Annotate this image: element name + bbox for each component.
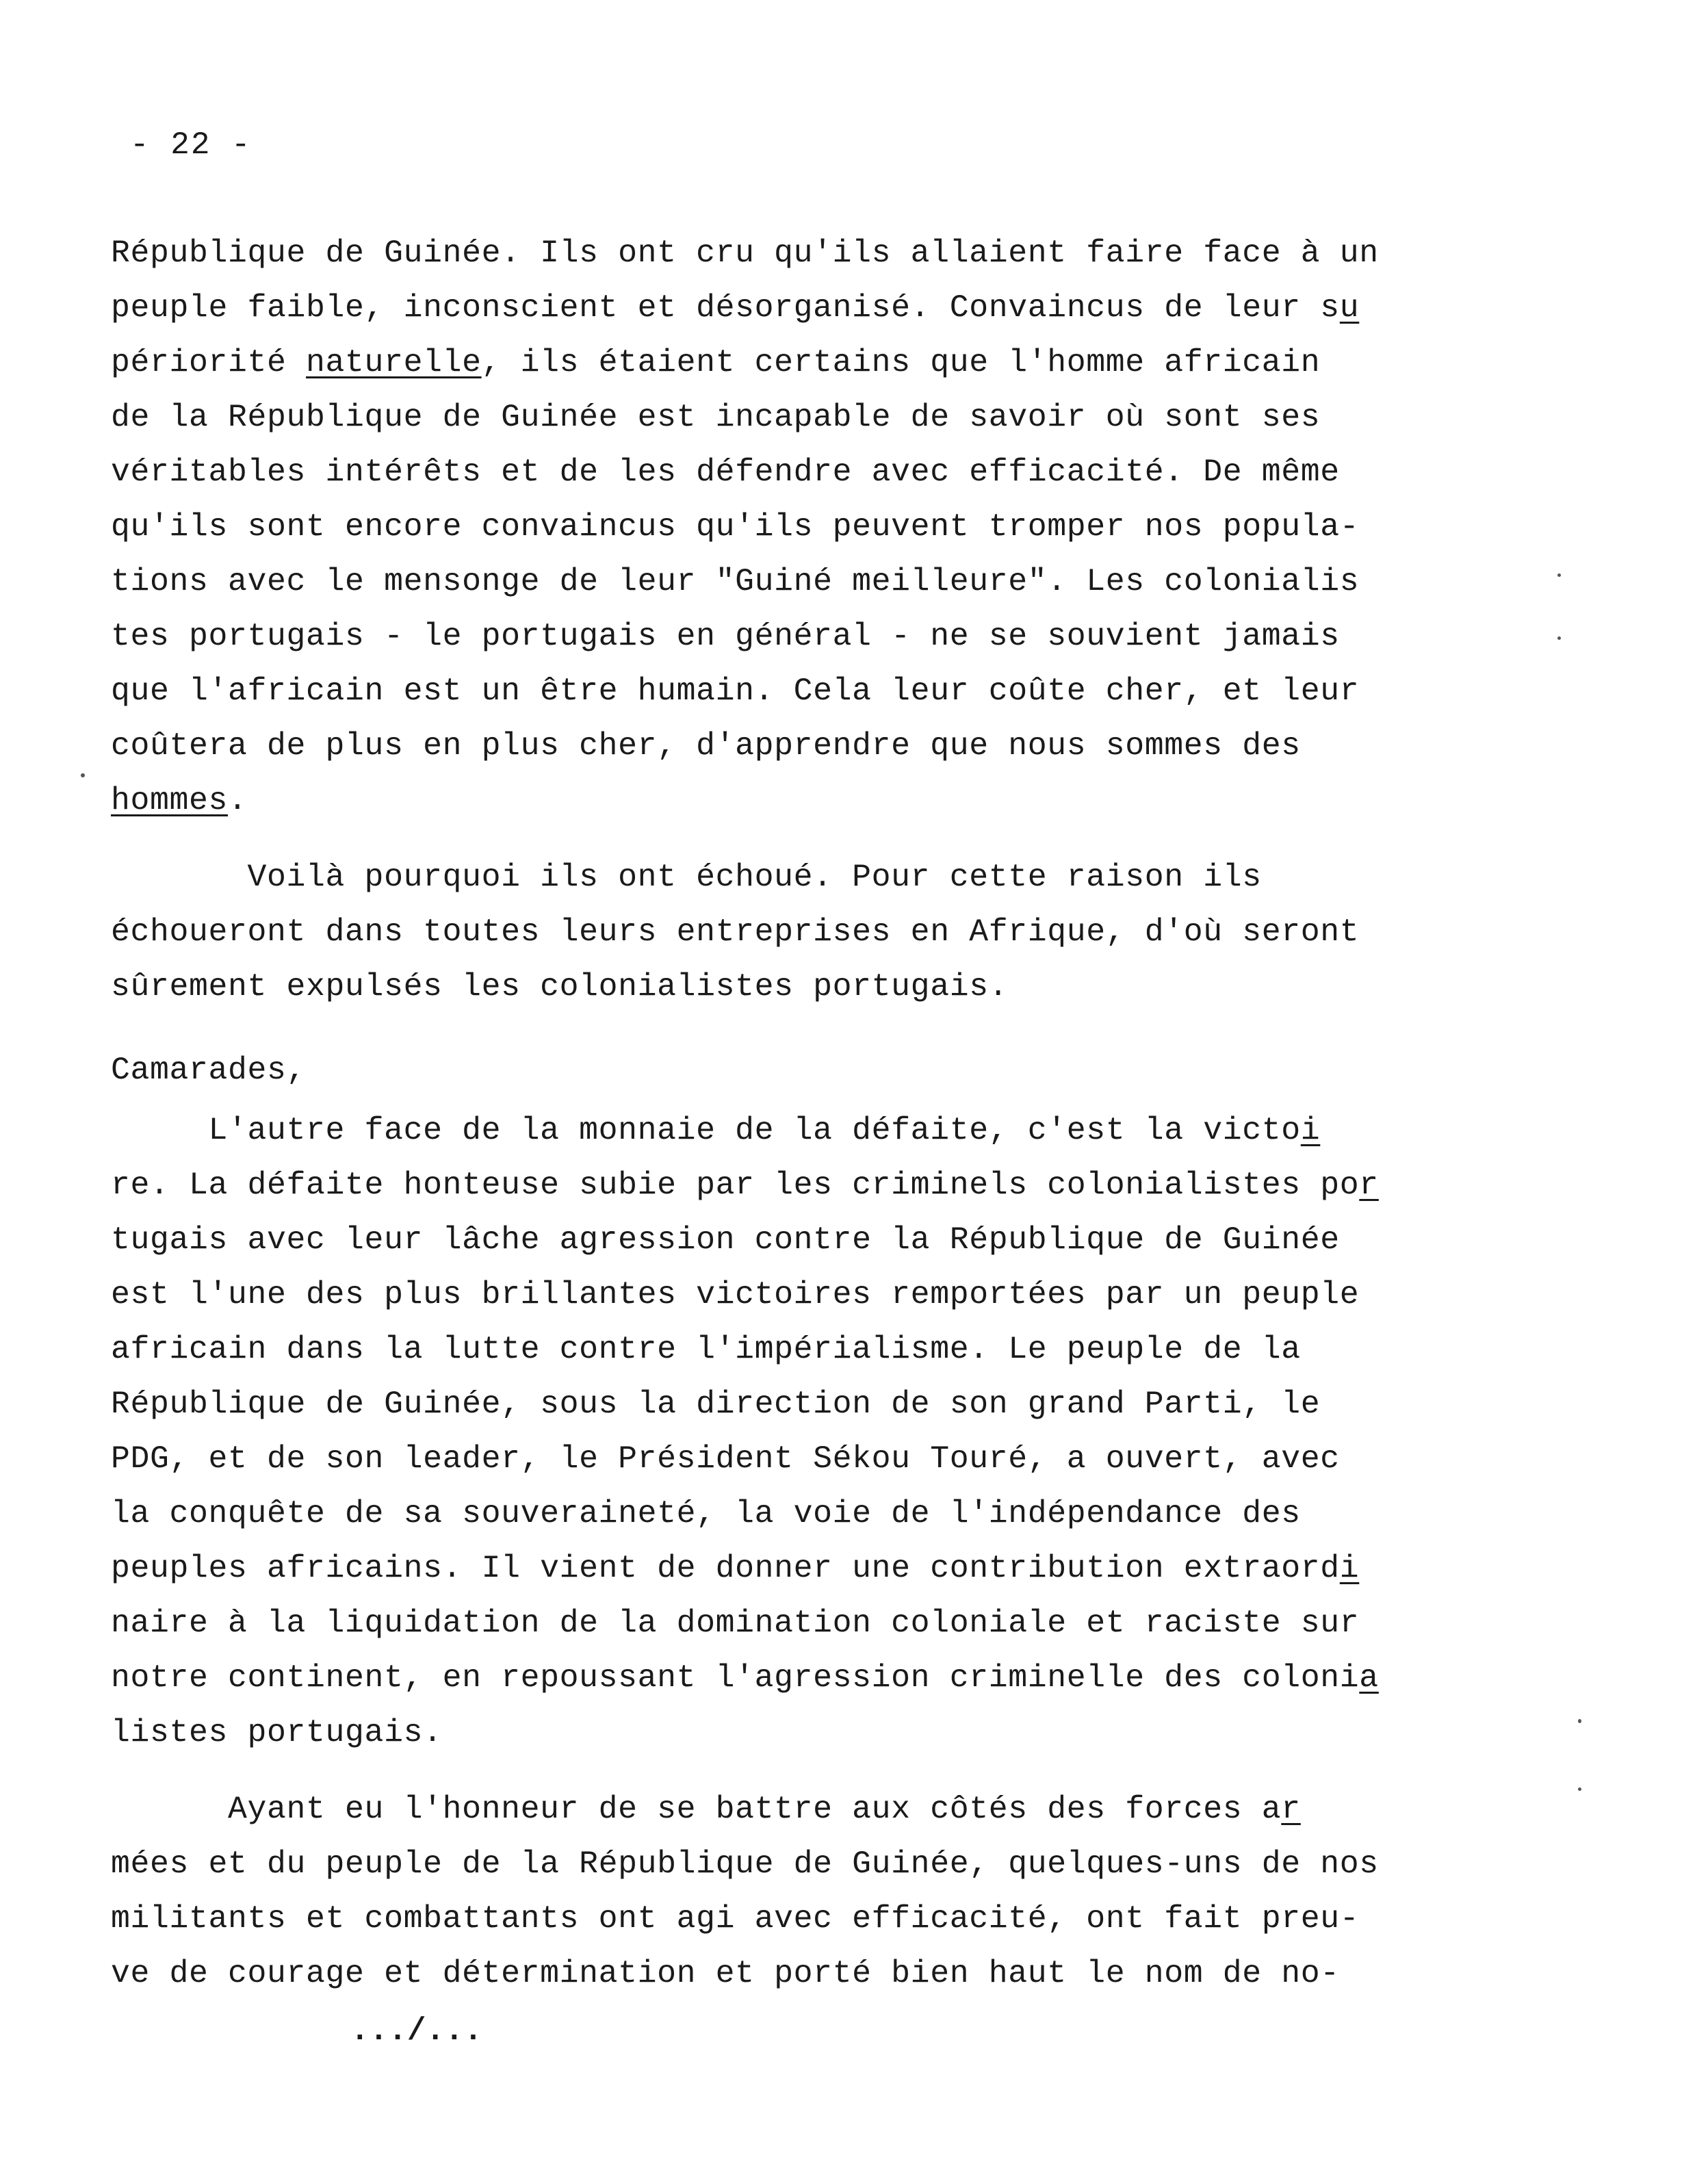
text-line [111, 1789, 1301, 1830]
text-line: véritables intérêts et de les défendre avec efficacité. De même [111, 454, 1340, 490]
text-line: République de Guinée, sous la direction de son grand Parti, le [111, 1386, 1321, 1422]
underlined-text: r [1359, 1167, 1379, 1203]
underlined-text: i [1300, 1112, 1321, 1148]
text-line [111, 1657, 1379, 1699]
scan-speck [81, 773, 85, 777]
text-line: échoueront dans toutes leurs entreprises en Afrique, d'où seront [111, 914, 1360, 950]
text-line: République de Guinée. Ils ont cru qu'ils allaient faire face à un [111, 235, 1379, 271]
underlined-text: r [1281, 1791, 1301, 1827]
scan-speck [1557, 573, 1561, 577]
text-line: naire à la liquidation de la domination coloniale et raciste sur [111, 1605, 1360, 1641]
text-span: Ayant eu l'honneur de se battre aux côtés des forces a [111, 1791, 1282, 1827]
text-line [111, 342, 1320, 383]
underlined-text: hommes [111, 782, 229, 818]
scan-speck [1578, 1787, 1581, 1791]
text-line: mées et du peuple de la République de Guinée, quelques-uns de nos [111, 1846, 1379, 1882]
underlined-text: naturelle [306, 344, 482, 380]
text-line [111, 1110, 1320, 1151]
text-line: tugais avec leur lâche agression contre la République de Guinée [111, 1222, 1340, 1258]
text-line: est l'une des plus brillantes victoires remportées par un peuple [111, 1276, 1360, 1313]
scan-speck [1557, 636, 1561, 640]
text-line [111, 1165, 1379, 1206]
text-line: tions avec le mensonge de leur "Guiné meilleure". Les colonialis [111, 563, 1360, 599]
underlined-text: i [1339, 1550, 1360, 1586]
text-span: re. La défaite honteuse subie par les criminels colonialistes po [111, 1167, 1360, 1203]
text-span: peuples africains. Il vient de donner une contribution extraord [111, 1550, 1340, 1586]
text-line [111, 287, 1359, 328]
text-line: la conquête de sa souveraineté, la voie de l'indépendance des [111, 1495, 1301, 1532]
text-line: ve de courage et détermination et porté bien haut le nom de no- [111, 1955, 1340, 1991]
text-span: peuple faible, inconscient et désorganisé. Convaincus de leur s [111, 289, 1340, 326]
text-line: coûtera de plus en plus cher, d'apprendre que nous sommes des [111, 727, 1301, 764]
text-line: que l'africain est un être humain. Cela leur coûte cher, et leur [111, 673, 1360, 709]
underlined-text: u [1339, 289, 1360, 326]
text-line: qu'ils sont encore convaincus qu'ils peuvent tromper nos popula- [111, 508, 1360, 545]
text-line: tes portugais - le portugais en général - ne se souvient jamais [111, 618, 1340, 654]
text-line: sûrement expulsés les colonialistes portugais. [111, 968, 1009, 1005]
salutation: Camarades, [111, 1052, 307, 1088]
text-line [111, 1548, 1359, 1589]
text-span: périorité [111, 344, 307, 380]
text-line: Voilà pourquoi ils ont échoué. Pour cette raison ils [111, 859, 1262, 895]
text-line: africain dans la lutte contre l'impérialisme. Le peuple de la [111, 1331, 1301, 1367]
text-line: militants et combattants ont agi avec efficacité, ont fait preu- [111, 1900, 1360, 1937]
text-line: listes portugais. [111, 1714, 443, 1751]
text-span: L'autre face de la monnaie de la défaite, c'est la victo [111, 1112, 1301, 1148]
page-number: - 22 - [130, 127, 252, 163]
text-span: . [228, 782, 248, 818]
text-span: , ils étaient certains que l'homme africain [481, 344, 1321, 380]
continuation-mark: .../... [350, 2013, 483, 2049]
underlined-text: a [1359, 1659, 1379, 1696]
text-line [111, 780, 248, 821]
scan-speck [1578, 1719, 1581, 1723]
text-line: PDG, et de son leader, le Président Sékou Touré, a ouvert, avec [111, 1441, 1340, 1477]
text-line: de la République de Guinée est incapable de savoir où sont ses [111, 399, 1321, 435]
text-span: notre continent, en repoussant l'agression criminelle des coloni [111, 1659, 1360, 1696]
